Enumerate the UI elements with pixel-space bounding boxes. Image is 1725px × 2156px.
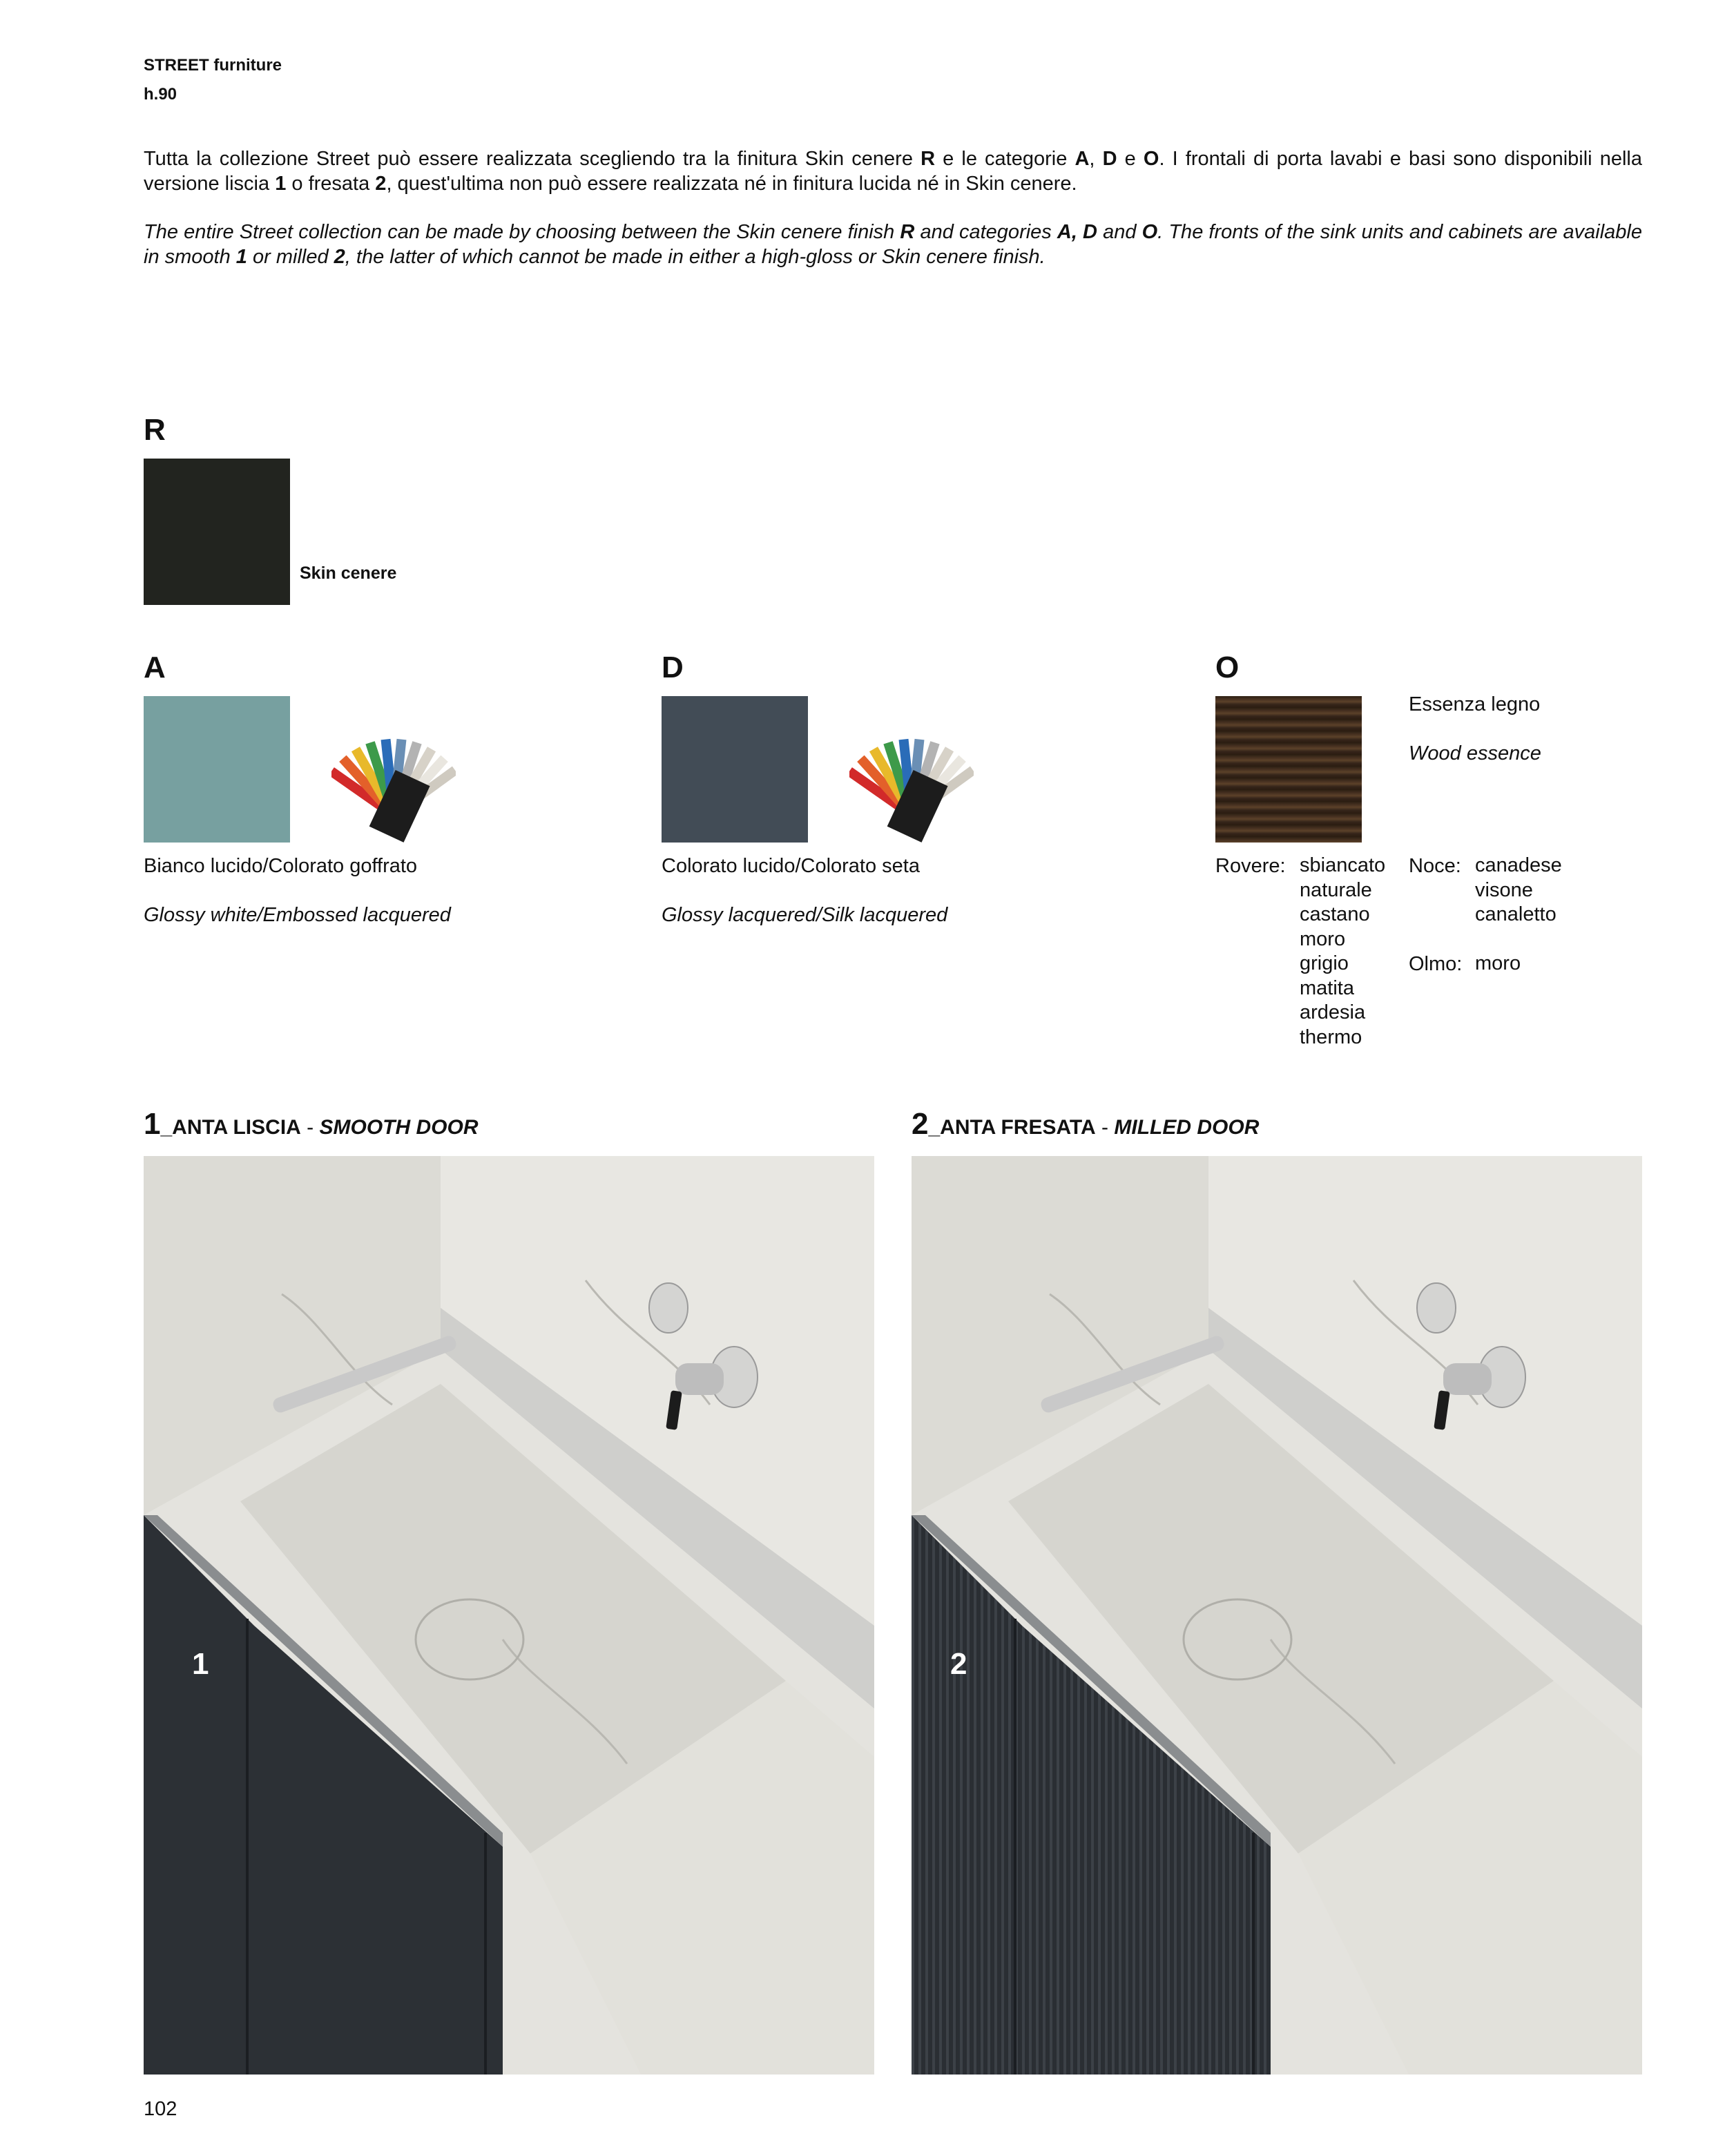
list-item: grigio xyxy=(1300,952,1349,974)
bold-text: 2 xyxy=(375,173,387,195)
category-o-letter: O xyxy=(1215,651,1240,684)
text-run: and categories xyxy=(914,221,1057,243)
olmo-list xyxy=(1475,952,1521,976)
text-run: , quest'ultima non può essere realizzata né in finitura lucida né in Skin cenere. xyxy=(386,173,1077,195)
category-d-letter: D xyxy=(662,651,684,684)
rovere-label: Rovere: xyxy=(1215,855,1286,877)
sink-illustration xyxy=(912,1156,1642,2075)
category-o-label-en: Wood essence xyxy=(1409,742,1541,764)
category-a-label-it: Bianco lucido/Colorato goffrato xyxy=(144,855,418,877)
category-a-letter: A xyxy=(144,651,166,684)
bold-text: O xyxy=(1141,221,1158,243)
color-fan-icon xyxy=(849,718,974,849)
text-run: e xyxy=(1117,148,1144,170)
door-name-it: _ANTA LISCIA xyxy=(160,1116,301,1139)
text-run: or milled xyxy=(247,246,334,268)
milled-door-heading xyxy=(912,1107,1260,1142)
text-run: , xyxy=(1089,148,1103,170)
olmo-label: Olmo: xyxy=(1409,953,1463,975)
category-r-letter: R xyxy=(144,413,166,447)
list-item: canaletto xyxy=(1475,903,1557,925)
list-item: moro xyxy=(1475,952,1521,974)
bold-text: 2 xyxy=(334,246,345,268)
page-number: 102 xyxy=(144,2098,177,2120)
category-d-label-en: Glossy lacquered/Silk lacquered xyxy=(662,904,948,926)
text-run: The entire Street collection can be made by choosing between the Skin cenere finish xyxy=(144,221,900,243)
wood-essence-swatch xyxy=(1215,696,1362,843)
list-item: thermo xyxy=(1300,1026,1362,1048)
bold-text: A, D xyxy=(1057,221,1097,243)
collection-height: h.90 xyxy=(144,85,177,104)
category-a-label-en: Glossy white/Embossed lacquered xyxy=(144,904,451,926)
color-fan-icon xyxy=(331,718,456,849)
door-separator: - xyxy=(300,1116,320,1139)
smooth-door-heading xyxy=(144,1107,479,1142)
text-run: . The fronts of the sink units and cabinets are available in smooth xyxy=(144,221,1642,268)
bold-text: O xyxy=(1143,148,1159,170)
intro-italian xyxy=(144,146,1642,196)
door-number: 2 xyxy=(912,1107,929,1141)
smooth-door-photo xyxy=(144,1156,874,2075)
list-item: matita xyxy=(1300,976,1354,999)
text-run: . I frontali di porta lavabi e basi sono disponibili nella versione liscia xyxy=(144,148,1642,195)
door-name-en: SMOOTH DOOR xyxy=(319,1116,479,1139)
photo-label: 2 xyxy=(950,1647,967,1681)
milled-door-photo xyxy=(912,1156,1642,2075)
noce-list xyxy=(1475,854,1562,927)
door-name-it: _ANTA FRESATA xyxy=(928,1116,1096,1139)
list-item: canadese xyxy=(1475,854,1562,876)
intro-english xyxy=(144,220,1642,269)
list-item: castano xyxy=(1300,903,1370,925)
list-item: naturale xyxy=(1300,878,1372,901)
door-number: 1 xyxy=(144,1107,161,1141)
bold-text: A xyxy=(1074,148,1090,170)
list-item: moro xyxy=(1300,927,1346,950)
category-d-swatch xyxy=(662,696,808,843)
list-item: sbiancato xyxy=(1300,854,1386,876)
bold-text: D xyxy=(1102,148,1117,170)
text-run: o fresata xyxy=(286,173,376,195)
category-a-swatch xyxy=(144,696,290,843)
text-run: e le categorie xyxy=(935,148,1075,170)
category-d-label-it: Colorato lucido/Colorato seta xyxy=(662,855,920,877)
bold-text: R xyxy=(921,148,936,170)
bold-text: 1 xyxy=(275,173,287,195)
sink-illustration xyxy=(144,1156,874,2075)
list-item: visone xyxy=(1475,878,1533,901)
rovere-list xyxy=(1300,854,1385,1050)
category-o-label-it: Essenza legno xyxy=(1409,693,1541,715)
photo-label: 1 xyxy=(192,1647,209,1681)
text-run: and xyxy=(1097,221,1142,243)
bold-text: R xyxy=(900,221,915,243)
text-run: , the latter of which cannot be made in either a high-gloss or Skin cenere finish. xyxy=(345,246,1045,268)
skin-cenere-label: Skin cenere xyxy=(300,564,397,583)
door-name-en: MILLED DOOR xyxy=(1114,1116,1260,1139)
collection-title: STREET furniture xyxy=(144,56,282,75)
noce-label: Noce: xyxy=(1409,855,1461,877)
door-separator: - xyxy=(1095,1116,1115,1139)
skin-cenere-swatch xyxy=(144,459,290,605)
bold-text: 1 xyxy=(235,246,247,268)
text-run: Tutta la collezione Street può essere realizzata scegliendo tra la finitura Skin cenere xyxy=(144,148,921,170)
list-item: ardesia xyxy=(1300,1001,1366,1023)
